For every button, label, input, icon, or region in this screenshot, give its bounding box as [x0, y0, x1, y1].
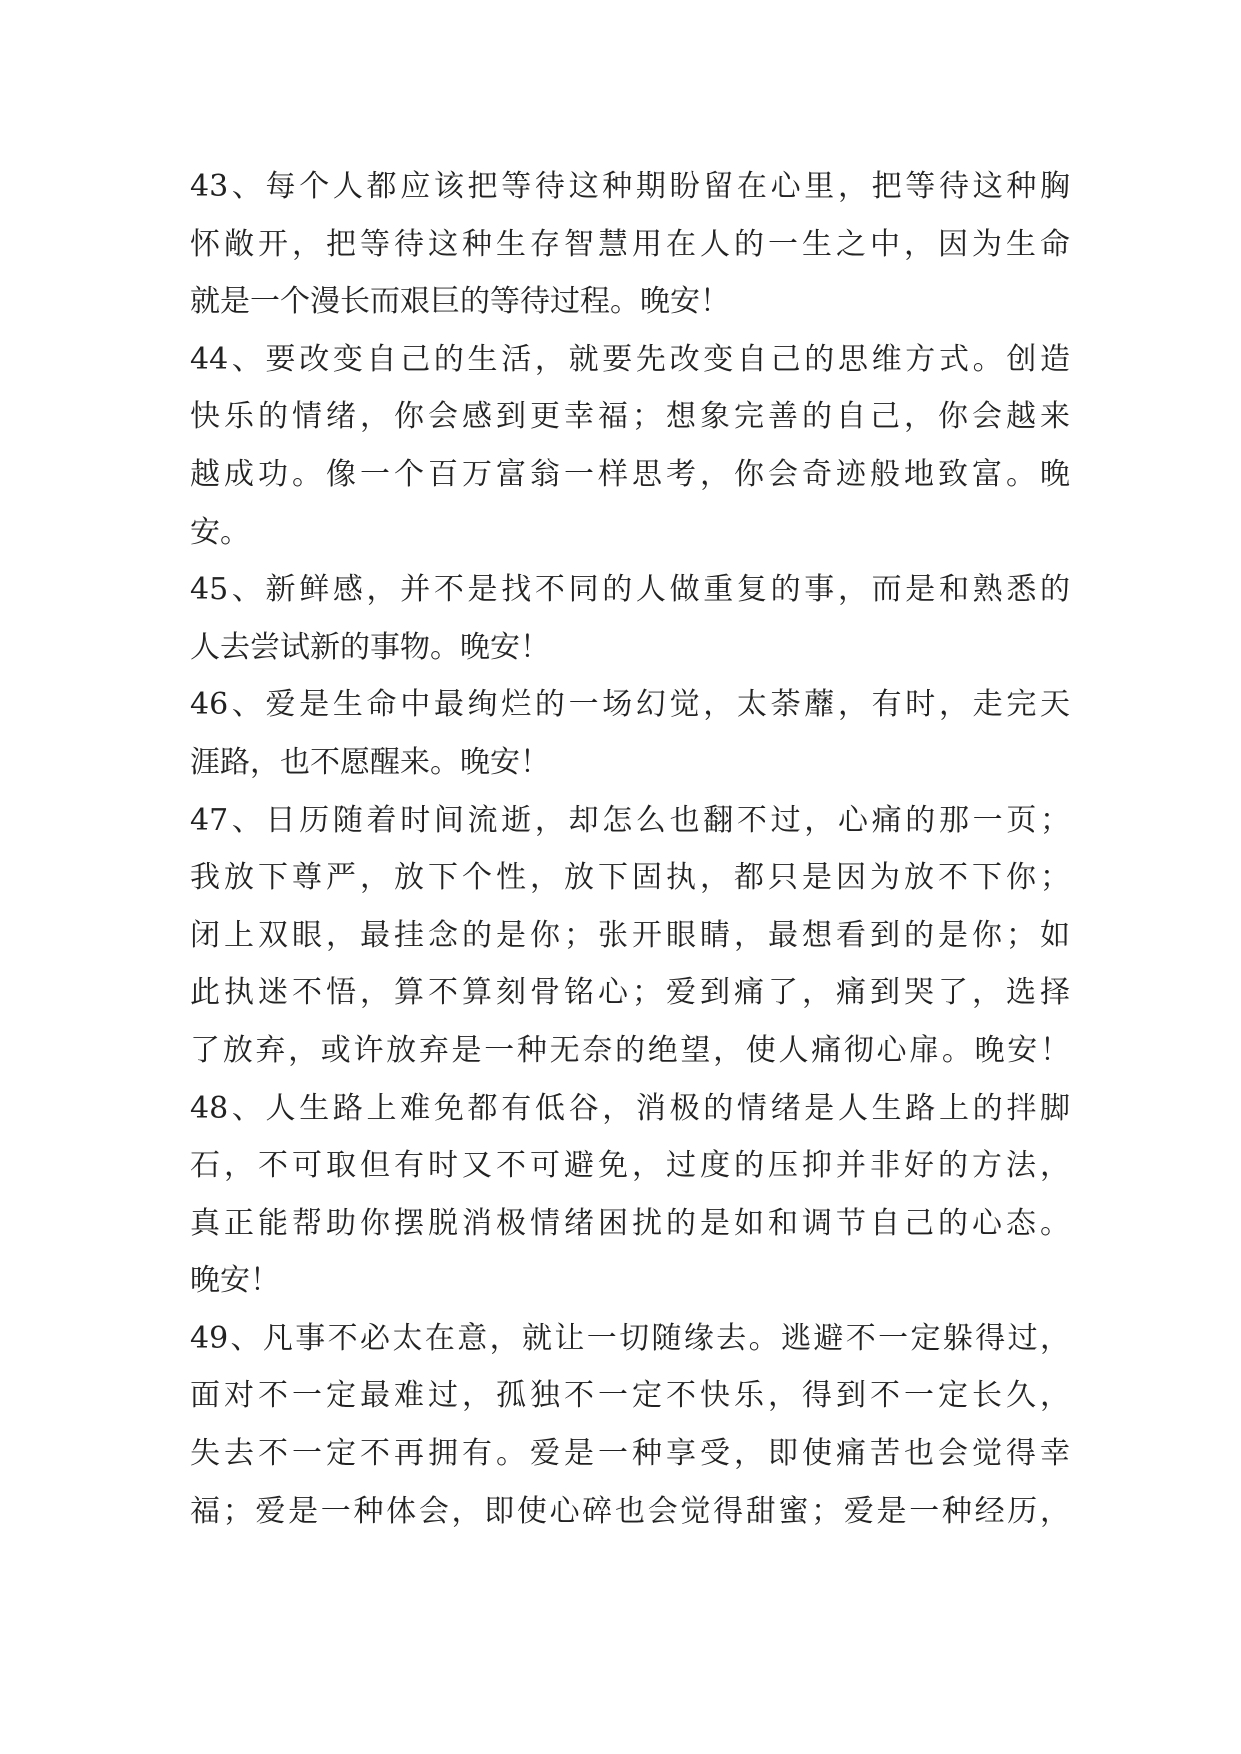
text-line: 我放下尊严，放下个性，放下固执，都只是因为放不下你； — [190, 860, 1070, 896]
text-line: 44、要改变自己的生活，就要先改变自己的思维方式。创造 — [190, 341, 1070, 377]
text-line: 48、人生路上难免都有低谷，消极的情绪是人生路上的拌脚 — [190, 1090, 1070, 1126]
document-body — [190, 158, 1070, 1540]
text-line: 就是一个漫长而艰巨的等待过程。晚安！ — [190, 284, 730, 320]
text-line: 43、每个人都应该把等待这种期盼留在心里，把等待这种胸 — [190, 169, 1070, 204]
paragraph-45 — [190, 561, 1070, 676]
paragraph-48 — [190, 1080, 1070, 1310]
paragraph-49 — [190, 1310, 1070, 1540]
text-line: 晚安！ — [190, 1263, 280, 1299]
text-line: 快乐的情绪，你会感到更幸福；想象完善的自己，你会越来 — [190, 399, 1070, 435]
text-line: 真正能帮助你摆脱消极情绪困扰的是如和调节自己的心态。 — [190, 1205, 1070, 1241]
text-line: 越成功。像一个百万富翁一样思考，你会奇迹般地致富。晚 — [190, 456, 1070, 492]
text-line: 福；爱是一种体会，即使心碎也会觉得甜蜜；爱是一种经历， — [190, 1493, 1070, 1529]
text-line: 46、爱是生命中最绚烂的一场幻觉，太荼蘼，有时，走完天 — [190, 687, 1070, 723]
text-line: 涯路，也不愿醒来。晚安！ — [190, 744, 550, 780]
text-line: 面对不一定最难过，孤独不一定不快乐，得到不一定长久， — [190, 1378, 1070, 1414]
text-line: 怀敞开，把等待这种生存智慧用在人的一生之中，因为生命 — [190, 226, 1070, 262]
text-line: 49、凡事不必太在意，就让一切随缘去。逃避不一定躲得过， — [190, 1320, 1070, 1356]
paragraph-43 — [190, 158, 1070, 331]
text-line: 闭上双眼，最挂念的是你；张开眼睛，最想看到的是你；如 — [190, 917, 1070, 953]
paragraph-47 — [190, 792, 1070, 1080]
paragraph-44 — [190, 331, 1070, 561]
text-line: 安。 — [190, 514, 250, 550]
text-line: 人去尝试新的事物。晚安！ — [190, 629, 550, 665]
text-line: 石，不可取但有时又不可避免，过度的压抑并非好的方法， — [190, 1148, 1070, 1184]
text-line: 此执迷不悟，算不算刻骨铭心；爱到痛了，痛到哭了，选择 — [190, 975, 1070, 1011]
text-line: 47、日历随着时间流逝，却怎么也翻不过，心痛的那一页； — [190, 802, 1070, 838]
paragraph-46 — [190, 676, 1070, 791]
text-line: 了放弃，或许放弃是一种无奈的绝望，使人痛彻心扉。晚安！ — [190, 1032, 1070, 1068]
text-line: 45、新鲜感，并不是找不同的人做重复的事，而是和熟悉的 — [190, 572, 1070, 608]
text-line: 失去不一定不再拥有。爱是一种享受，即使痛苦也会觉得幸 — [190, 1436, 1070, 1472]
